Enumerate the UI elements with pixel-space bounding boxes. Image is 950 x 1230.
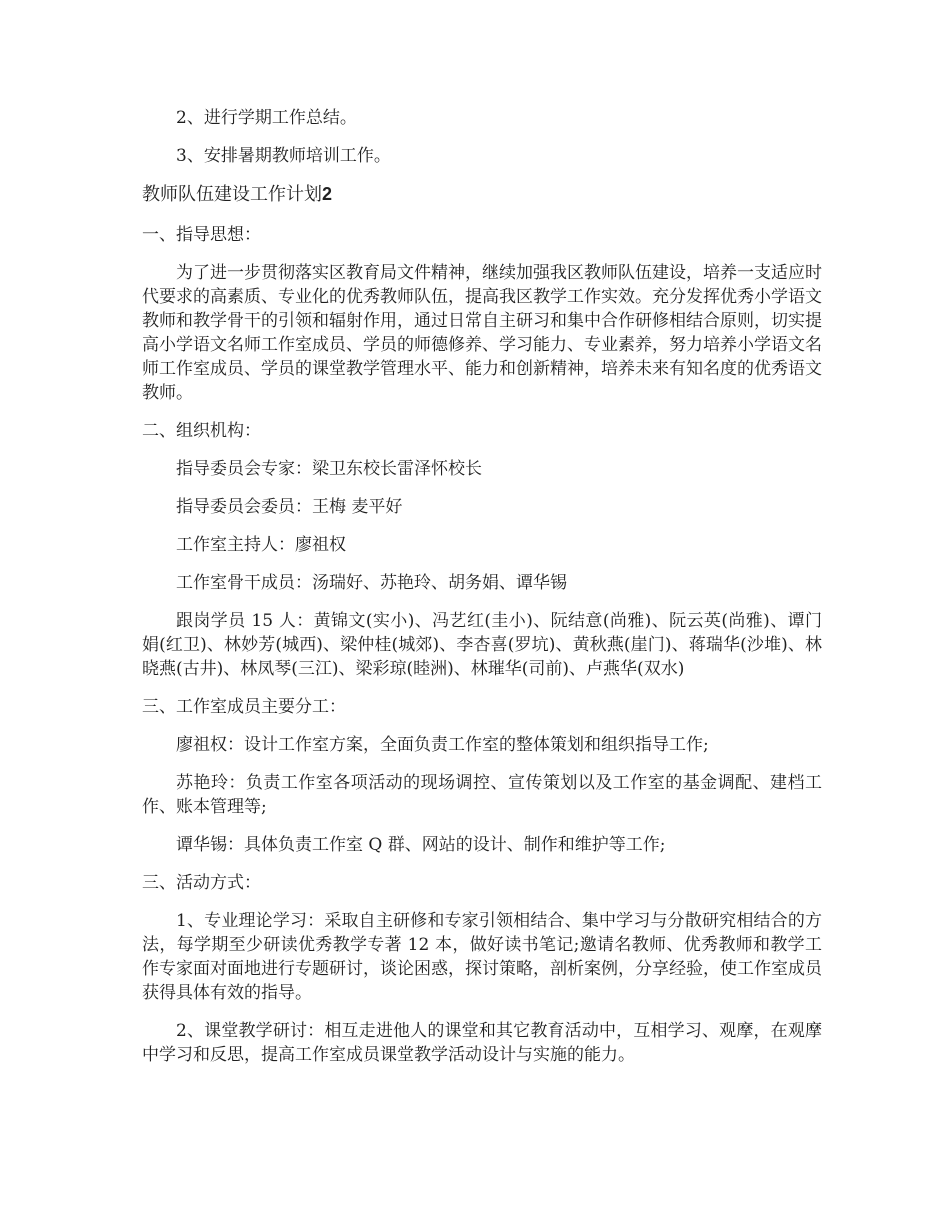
paragraph-guiding-ideas: 为了进一步贯彻落实区教育局文件精神，继续加强我区教师队伍建设，培养一支适应时代要求的高素质、专业化的优秀教师队伍，提高我区教学工作实效。充分发挥优秀小学语文教师和教学骨干的引领和辐射作用，通过日常自主研习和集中合作研修相结合原则，切实提高小学语文名师工作室成员、学员的师德修养、学习能力、专业素养，努力培养小学语文名师工作室成员、学员的课堂教学管理水平、能力和创新精神，培养未来有知名度的优秀语文教师。 [142,263,822,403]
heading-organization: 二、组织机构： [142,421,261,441]
list-item: 2、课堂教学研讨：相互走进他人的课堂和其它教育活动中，互相学习、观摩，在观摩中学习和反思，提高工作室成员课堂教学活动设计与实施的能力。 [142,1021,822,1065]
list-item: 苏艳玲：负责工作室各项活动的现场调控、宣传策划以及工作室的基金调配、建档工作、账本管理等; [142,773,822,817]
list-item: 指导委员会委员：王梅 麦平好 [176,497,403,517]
list-item: 指导委员会专家：梁卫东校长雷泽怀校长 [176,459,482,479]
list-item: 跟岗学员 15 人：黄锦文(实小)、冯艺红(圭小)、阮结意(尚雅)、阮云英(尚雅)、谭门娟(红卫)、林妙芳(城西)、梁仲桂(城郊)、李杏喜(罗坑)、黄秋燕(崖门)、蒋瑞华(沙堆)、林晓燕(古井)、林凤琴(三江)、梁彩琼(睦洲)、林璀华(司前)、卢燕华(双水) [142,611,822,679]
list-item: 2、进行学期工作总结。 [176,108,357,128]
section-title-number: 2 [322,184,333,204]
list-item: 3、安排暑期教师培训工作。 [176,146,391,166]
list-item: 廖祖权：设计工作室方案，全面负责工作室的整体策划和组织指导工作; [176,735,709,755]
section-title-text: 教师队伍建设工作计划 [142,184,322,205]
document-body [142,106,822,1081]
section-title [142,182,822,207]
list-item: 谭华锡：具体负责工作室 Q 群、网站的设计、制作和维护等工作; [176,835,666,855]
heading-activities: 三、活动方式： [142,873,261,893]
list-item: 工作室骨干成员：汤瑞好、苏艳玲、胡务娟、谭华锡 [176,573,567,593]
heading-guiding-ideas: 一、指导思想： [142,225,261,245]
list-item: 工作室主持人：廖祖权 [176,535,346,555]
list-item: 1、专业理论学习：采取自主研修和专家引领相结合、集中学习与分散研究相结合的方法，每学期至少研读优秀教学专著 12 本，做好读书笔记;邀请名教师、优秀教师和教学工作专家面对面地进行专题研讨，谈论困惑，探讨策略，剖析案例，分享经验，使工作室成员获得具体有效的指导。 [142,911,822,1003]
heading-division-of-work: 三、工作室成员主要分工： [142,697,346,717]
